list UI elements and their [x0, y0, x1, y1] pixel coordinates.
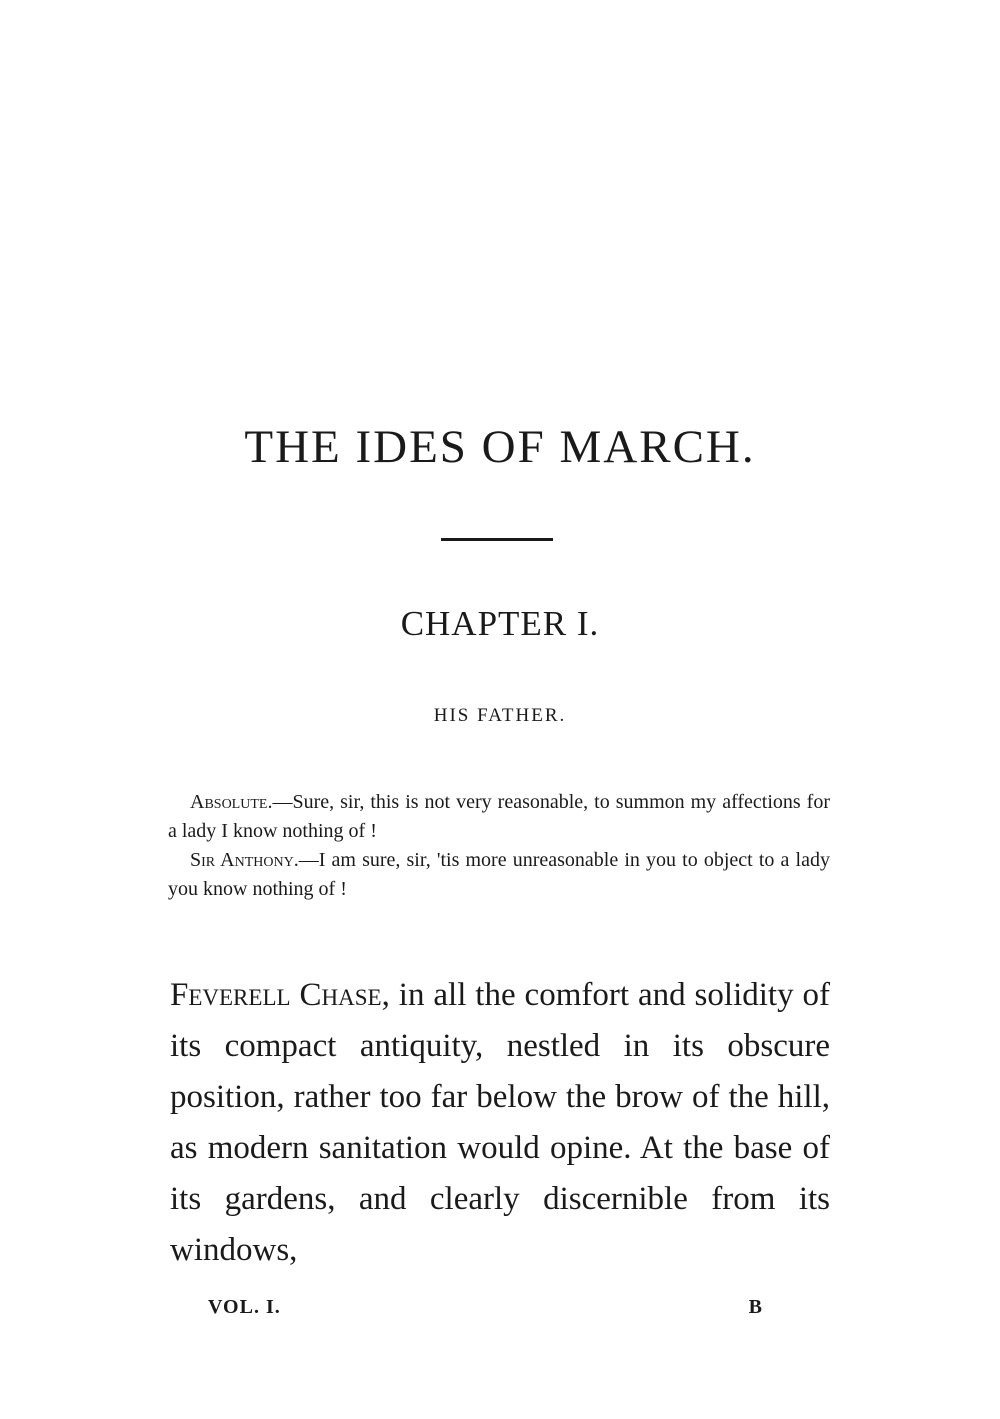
body-paragraph [170, 970, 830, 1276]
epigraph-text-1: —Sure, sir, this is not very reasonable, to summon my affections for a lady I know nothing of ! [168, 791, 830, 842]
signature-mark: B [748, 1296, 763, 1318]
body-text: in all the comfort and solidity of its compact antiquity, nestled in its obscure position, rather too far below the brow of the hill, as modern sanitation would opine. At the base of its gardens, and clearly discernible from its windows, [170, 977, 831, 1268]
book-title: THE IDES OF MARCH. [244, 421, 756, 473]
title-rule-divider [441, 538, 553, 541]
epigraph-line-1 [168, 788, 830, 846]
chapter-subtitle: HIS FATHER. [433, 705, 567, 726]
epigraph-speaker-2: Sir Anthony. [190, 849, 299, 871]
epigraph-speaker-1: Absolute. [190, 791, 273, 813]
epigraph-text-2: —I am sure, sir, 'tis more unreasonable in you to object to a lady you know nothing of ! [168, 849, 830, 900]
chapter-heading: CHAPTER I. [400, 604, 600, 643]
volume-marker: VOL. I. [208, 1296, 281, 1318]
body-lead-words: Feverell Chase, [170, 977, 390, 1013]
epigraph-line-2 [168, 846, 830, 904]
epigraph [168, 788, 830, 904]
